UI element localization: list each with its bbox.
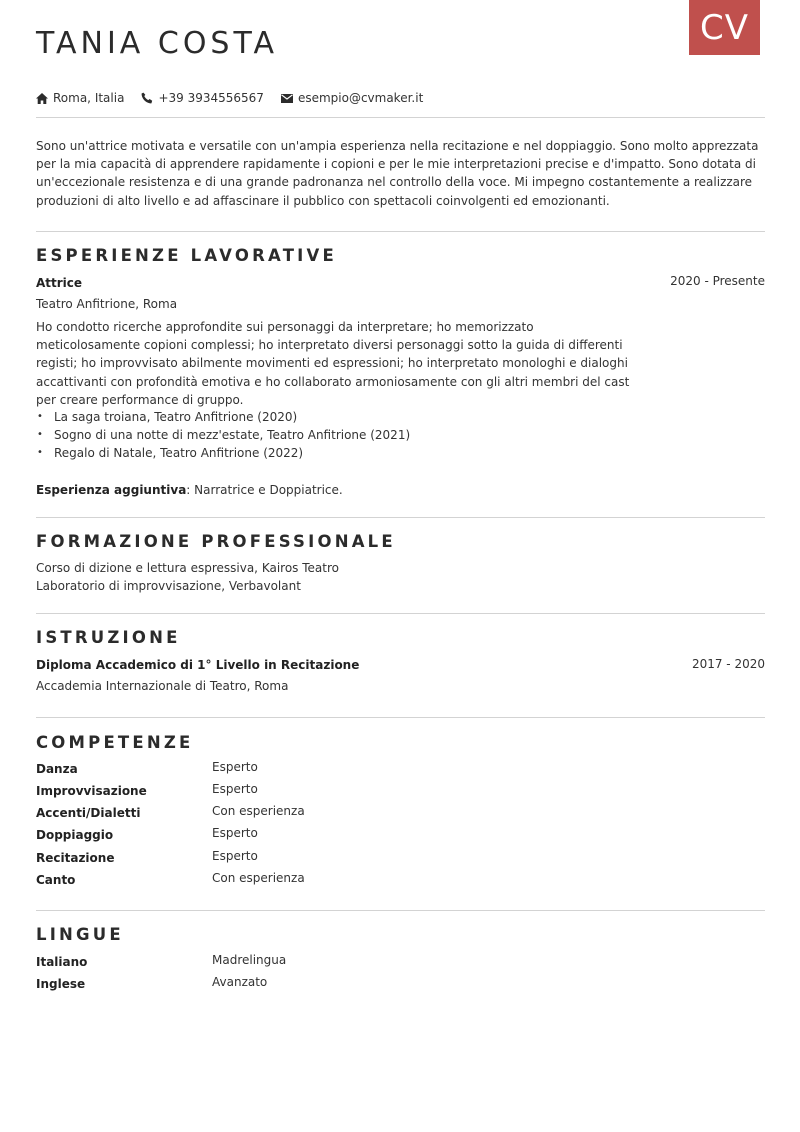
extra-experience bbox=[36, 481, 343, 499]
skill-name: Improvvisazione bbox=[36, 784, 147, 798]
job-title: Attrice bbox=[36, 276, 83, 290]
candidate-name: TANIA COSTA bbox=[36, 26, 278, 61]
job-highlights bbox=[36, 408, 410, 463]
extra-experience-label: Esperienza aggiuntiva bbox=[36, 483, 187, 497]
skill-name: Danza bbox=[36, 762, 78, 776]
degree-title: Diploma Accademico di 1° Livello in Recitazione bbox=[36, 658, 360, 672]
skill-level: Esperto bbox=[212, 760, 258, 774]
home-icon bbox=[36, 93, 48, 104]
skill-name: Doppiaggio bbox=[36, 828, 114, 842]
divider bbox=[36, 231, 765, 232]
list-item: • Sogno di una notte di mezz'estate, Teatro Anfitrione (2021) bbox=[36, 426, 410, 444]
training-section-title: FORMAZIONE PROFESSIONALE bbox=[36, 532, 396, 551]
training-item: Corso di dizione e lettura espressiva, Kairos Teatro bbox=[36, 561, 339, 575]
contact-email[interactable] bbox=[281, 91, 423, 105]
contact-phone-text: +39 3934556567 bbox=[158, 91, 264, 105]
skill-row bbox=[36, 826, 436, 846]
skill-level: Con esperienza bbox=[212, 804, 305, 818]
education-section-title: ISTRUZIONE bbox=[36, 628, 181, 647]
phone-icon bbox=[141, 92, 153, 104]
training-item: Laboratorio di improvvisazione, Verbavolant bbox=[36, 579, 301, 593]
experience-section-title: ESPERIENZE LAVORATIVE bbox=[36, 246, 337, 265]
skill-row bbox=[36, 849, 436, 869]
language-name: Italiano bbox=[36, 955, 88, 969]
contact-location-text: Roma, Italia bbox=[53, 91, 125, 105]
language-name: Inglese bbox=[36, 977, 86, 991]
job-company: Teatro Anfitrione, Roma bbox=[36, 297, 178, 311]
contact-phone[interactable] bbox=[141, 91, 264, 105]
language-level: Madrelingua bbox=[212, 953, 287, 967]
skill-name: Canto bbox=[36, 873, 76, 887]
divider bbox=[36, 910, 765, 911]
contact-location bbox=[36, 91, 124, 105]
language-row bbox=[36, 975, 436, 995]
skill-level: Con esperienza bbox=[212, 871, 305, 885]
list-item: • Regalo di Natale, Teatro Anfitrione (2022) bbox=[36, 444, 410, 462]
divider bbox=[36, 517, 765, 518]
divider bbox=[36, 717, 765, 718]
skill-row bbox=[36, 760, 436, 780]
job-description: Ho condotto ricerche approfondite sui personaggi da interpretare; ho memorizzato meticolosamente copioni complessi; ho interpretato diversi personaggi sotto la guida di differenti registi; ho improvvisato abilmente movimenti ed espressioni; ho interpretato monologhi e dialoghi accattivanti con profondità emotiva e ho collaborato armoniosamente con gli altri membri del cast per creare performance di gruppo. bbox=[36, 320, 630, 407]
skill-level: Esperto bbox=[212, 782, 258, 796]
education-dates: 2017 - 2020 bbox=[691, 657, 765, 671]
school-name: Accademia Internazionale di Teatro, Roma bbox=[36, 679, 289, 693]
skill-row bbox=[36, 782, 436, 802]
job-dates: 2020 - Presente bbox=[670, 274, 765, 288]
contact-bar bbox=[36, 89, 440, 107]
skill-level: Esperto bbox=[212, 826, 258, 840]
resume-page bbox=[36, 0, 765, 1132]
extra-experience-text: : Narratrice e Doppiatrice. bbox=[186, 483, 343, 497]
list-item: • La saga troiana, Teatro Anfitrione (2020) bbox=[36, 408, 410, 426]
divider bbox=[36, 117, 765, 118]
skill-row bbox=[36, 804, 436, 824]
skill-row bbox=[36, 871, 436, 891]
skill-level: Esperto bbox=[212, 849, 258, 863]
contact-email-text: esempio@cvmaker.it bbox=[297, 91, 424, 105]
languages-section-title: LINGUE bbox=[36, 925, 124, 944]
language-level: Avanzato bbox=[212, 975, 268, 989]
skills-section-title: COMPETENZE bbox=[36, 733, 194, 752]
divider bbox=[36, 613, 765, 614]
mail-icon bbox=[281, 94, 293, 103]
cv-badge: CV bbox=[689, 0, 760, 55]
profile-summary: Sono un'attrice motivata e versatile con un'ampia esperienza nella recitazione e nel doppiaggio. Sono molto apprezzata per la mia capacità di apprendere rapidamente i copioni e per le mie interpretazioni precise e d'impatto. Sono dotata di un'eccezionale resistenza e di una grande padronanza nel controllo della voce. Mi impegno costantemente a realizzare produzioni di alto livello e ad affascinare il pubblico con spettacoli coinvolgenti ed emozionanti. bbox=[36, 139, 759, 208]
skill-name: Accenti/Dialetti bbox=[36, 806, 141, 820]
skill-name: Recitazione bbox=[36, 851, 115, 865]
language-row bbox=[36, 953, 436, 973]
